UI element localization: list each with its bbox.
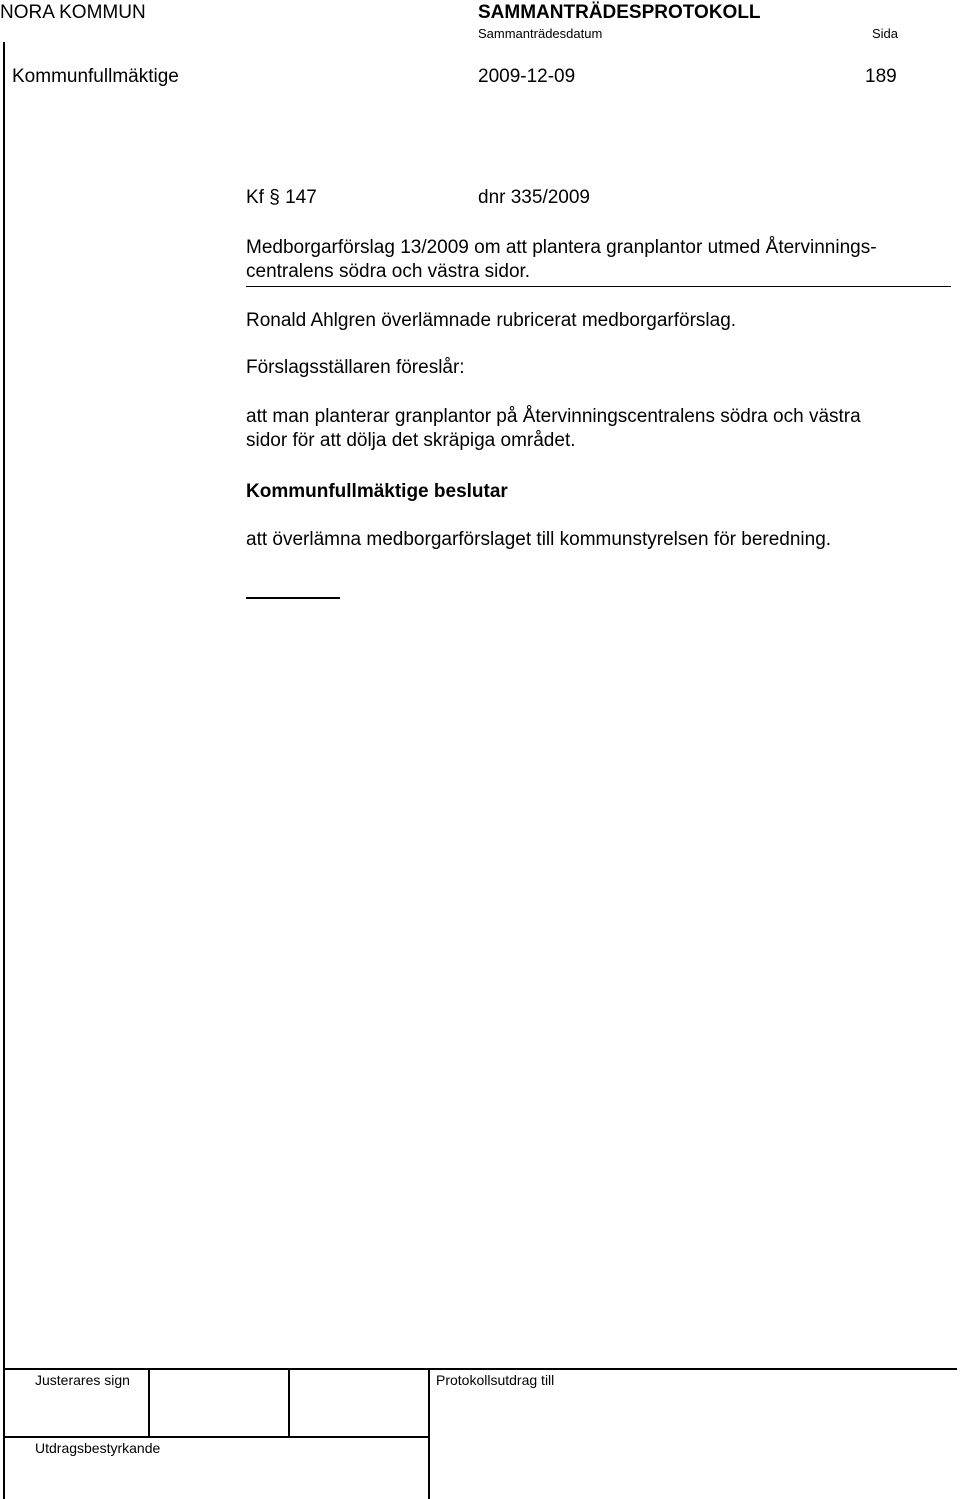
left-margin-rule [3,42,5,1499]
body-name: Kommunfullmäktige [12,66,179,87]
proposal-line: sidor för att dölja det skräpiga området. [246,430,576,451]
protokollsutdrag-label: Protokollsutdrag till [436,1372,555,1388]
utdragsbestyrkande-label: Utdragsbestyrkande [35,1440,161,1456]
case-id: Kf § 147 [246,187,317,208]
footer-middle-rule [3,1436,430,1438]
footer-divider [148,1368,150,1436]
proposer-heading: Förslagsställaren föreslår: [246,357,465,378]
footer-top-rule [3,1368,957,1370]
decision-text: att överlämna medborgarförslaget till kommunstyrelsen för beredning. [246,529,832,550]
subject-line: centralens södra och västra sidor. [246,261,531,282]
decision-heading: Kommunfullmäktige beslutar [246,481,508,502]
section-end-rule [246,597,340,599]
subject-line: Medborgarförslag 13/2009 om att plantera granplantor utmed Återvinnings- [246,237,877,258]
page-label: Sida [872,26,899,41]
case-subject [246,236,951,287]
proposal-line: att man planterar granplantor på Återvinningscentralens södra och västra [246,406,861,427]
footer-divider [288,1368,290,1436]
case-intro: Ronald Ahlgren överlämnade rubricerat medborgarförslag. [246,310,737,331]
document-type: SAMMANTRÄDESPROTOKOLL [478,2,761,23]
proposal-text [246,405,861,453]
meeting-date-label: Sammanträdesdatum [478,26,603,41]
page-number: 189 [865,66,897,87]
case-dnr: dnr 335/2009 [478,187,590,208]
justerare-sign-label: Justerares sign [35,1372,130,1388]
footer-divider [428,1368,430,1499]
meeting-date: 2009-12-09 [478,66,576,87]
org-name: NORA KOMMUN [0,2,146,23]
